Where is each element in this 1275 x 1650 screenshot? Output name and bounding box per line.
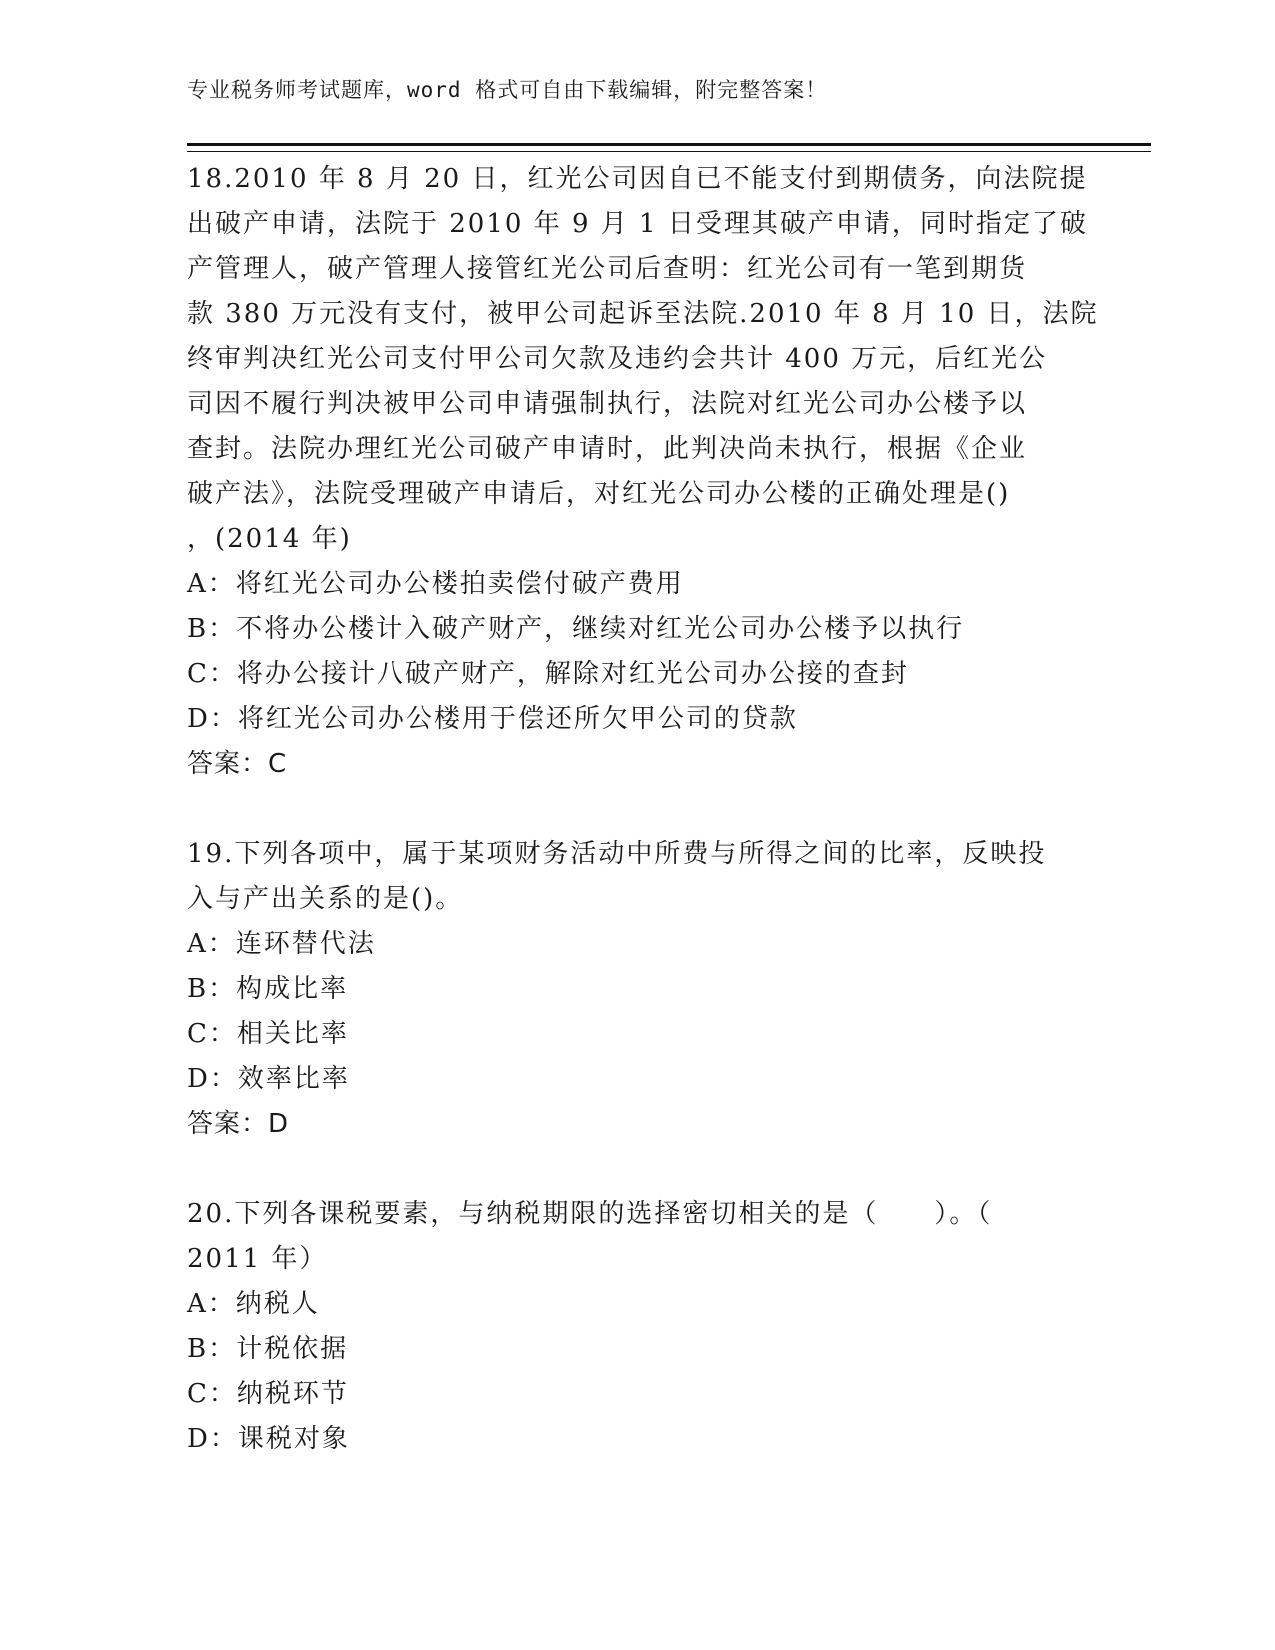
question-text-line: 司因不履行判决被甲公司申请强制执行，法院对红光公司办公楼予以 (187, 389, 1028, 419)
question-19 (187, 832, 1087, 1147)
option-a: A：将红光公司办公楼拍卖偿付破产费用 (187, 569, 684, 599)
header-divider (187, 143, 1151, 152)
option-c: C：相关比率 (187, 1019, 349, 1049)
option-a: A：连环替代法 (187, 929, 376, 959)
question-list (187, 157, 1099, 1462)
question-text-line: 破产法》，法院受理破产申请后，对红光公司办公楼的正确处理是() (187, 479, 1011, 509)
answer-label: 答案：D (187, 1109, 290, 1139)
question-text-line: 入与产出关系的是()。 (187, 884, 464, 914)
spacer (187, 787, 1087, 832)
option-d: D：效率比率 (187, 1064, 350, 1094)
spacer (187, 1147, 1087, 1192)
question-text-line: 出破产申请，法院于 2010 年 9 月 1 日受理其破产申请，同时指定了破 (187, 209, 1088, 239)
question-text-line: ，(2014 年) (187, 524, 352, 554)
question-text-line: 2011 年） (187, 1244, 328, 1274)
question-text-line: 20.下列各课税要素，与纳税期限的选择密切相关的是（ ）。（ (187, 1199, 993, 1229)
question-text-line: 终审判决红光公司支付甲公司欠款及违约会共计 400 万元，后红光公 (187, 344, 1048, 374)
option-b: B：构成比率 (187, 974, 349, 1004)
answer-label: 答案：C (187, 749, 288, 779)
option-c: C：将办公接计八破产财产，解除对红光公司办公接的查封 (187, 659, 909, 689)
page-header: 专业税务师考试题库，word 格式可自由下载编辑，附完整答案！ (187, 78, 828, 102)
option-d: D：课税对象 (187, 1424, 350, 1454)
question-18 (187, 157, 1099, 787)
option-a: A：纳税人 (187, 1289, 320, 1319)
option-b: B：不将办公楼计入破产财产，继续对红光公司办公楼予以执行 (187, 614, 965, 644)
option-b: B：计税依据 (187, 1334, 349, 1364)
question-text-line: 产管理人，破产管理人接管红光公司后查明：红光公司有一笔到期货 (187, 254, 1028, 284)
option-d: D：将红光公司办公楼用于偿还所欠甲公司的贷款 (187, 704, 798, 734)
question-text-line: 18.2010 年 8 月 20 日，红光公司因自已不能支付到期债务，向法院提 (187, 164, 1088, 194)
question-20 (187, 1192, 1087, 1462)
option-c: C：纳税环节 (187, 1379, 349, 1409)
question-text-line: 查封。法院办理红光公司破产申请时，此判决尚未执行，根据《企业 (187, 434, 1028, 464)
question-text-line: 款 380 万元没有支付，被甲公司起诉至法院.2010 年 8 月 10 日，法院 (187, 299, 1099, 329)
question-text-line: 19.下列各项中，属于某项财务活动中所费与所得之间的比率，反映投 (187, 839, 1047, 869)
